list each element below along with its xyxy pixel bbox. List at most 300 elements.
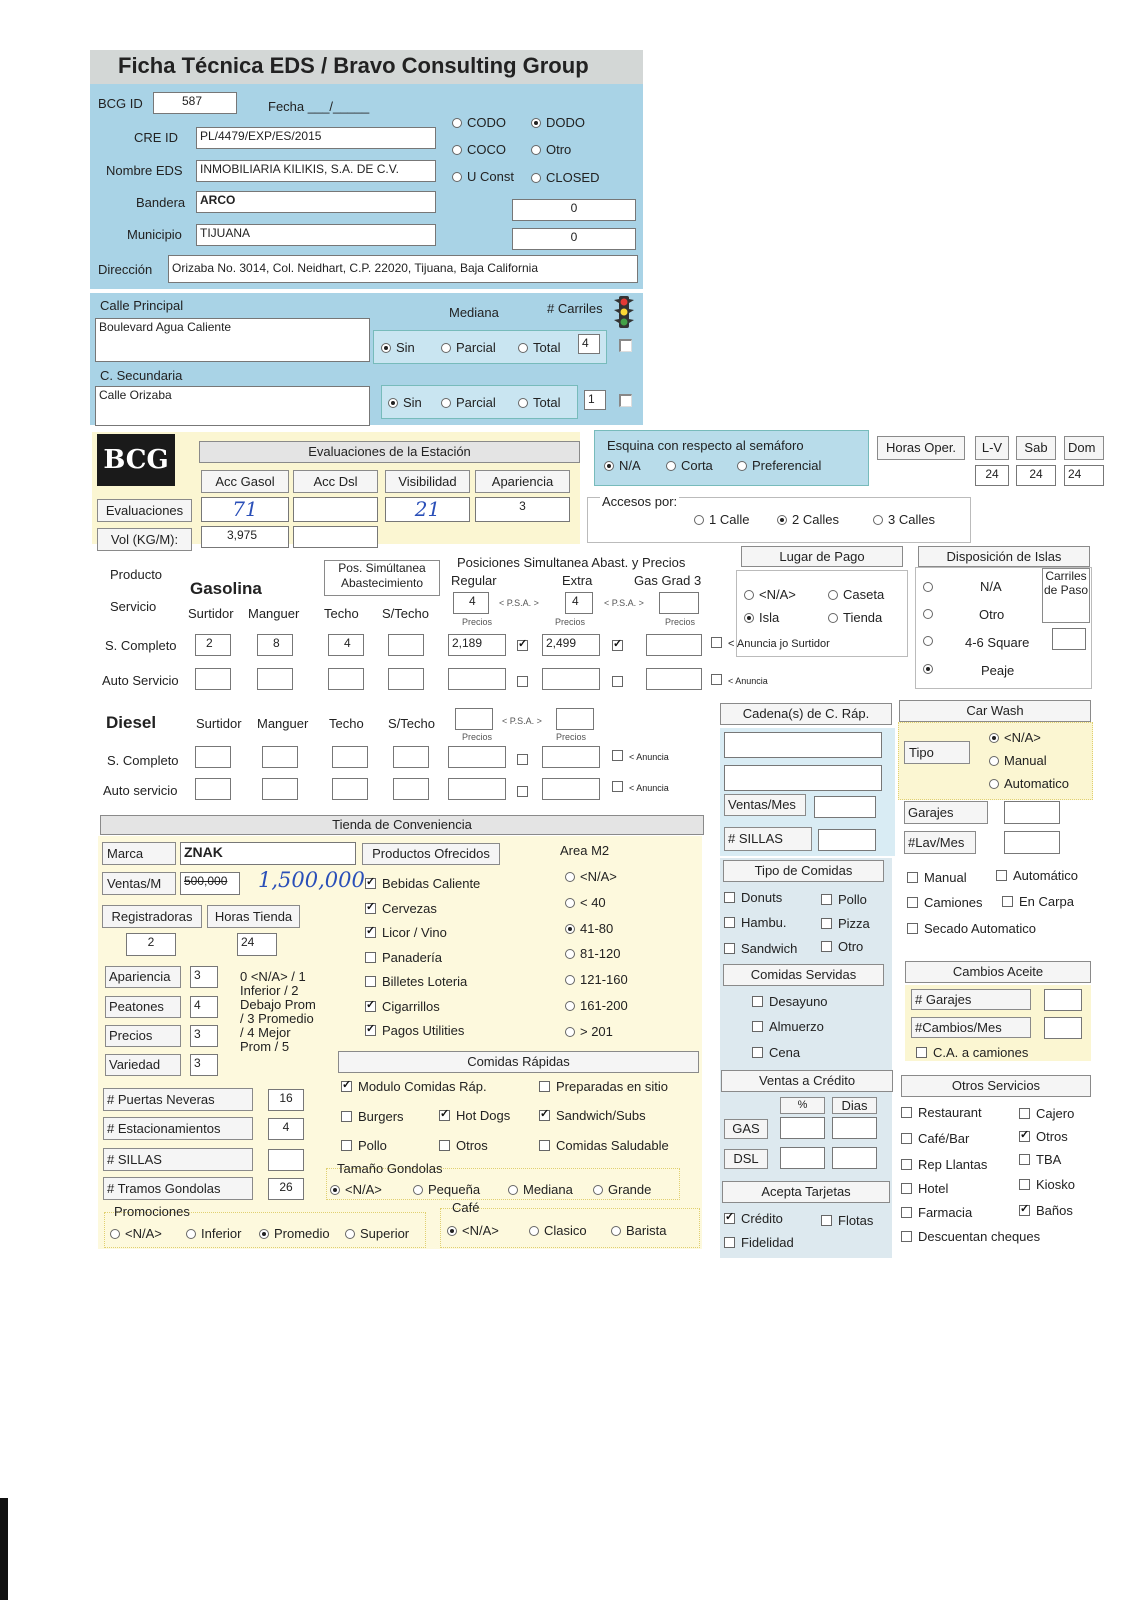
dsl-pct-field[interactable] — [780, 1147, 825, 1169]
diesel-col-manguer: Manguer — [257, 716, 309, 731]
carriles-label: # Carriles — [547, 301, 603, 316]
radio-dot — [186, 1229, 196, 1239]
opt-label: <N/A> — [345, 1182, 382, 1197]
vol-row-label: Vol (KG/M): — [97, 528, 192, 551]
as-surtidor-field[interactable] — [195, 668, 231, 690]
day-sab: Sab — [1016, 436, 1056, 460]
opt-label: Preferencial — [752, 458, 822, 473]
gas-dias-field[interactable] — [832, 1117, 877, 1139]
opt-label: N/A — [619, 458, 641, 473]
tipo-label: CODO — [467, 115, 506, 130]
cadena-field-1[interactable] — [724, 732, 882, 758]
tipo-radio-uconst[interactable] — [452, 169, 514, 184]
check-label: Hambu. — [741, 915, 787, 930]
esquina-label: Esquina con respecto al semáforo — [607, 438, 804, 453]
sc-manguer-field[interactable]: 8 — [257, 634, 293, 656]
check-label: Hot Dogs — [456, 1108, 511, 1123]
check-box — [907, 897, 918, 908]
comida-otros[interactable] — [439, 1138, 488, 1153]
check-box — [724, 917, 735, 928]
d-as-manguer[interactable] — [262, 778, 298, 800]
cafe-barista[interactable] — [611, 1223, 666, 1238]
islas-radio-na[interactable] — [923, 579, 938, 594]
check-box — [439, 1110, 450, 1121]
principal-checkbox[interactable] — [619, 339, 632, 352]
check-box — [341, 1140, 352, 1151]
mediana-principal-parcial[interactable] — [441, 340, 496, 355]
carriles-paso-label — [1042, 568, 1090, 623]
tipo-radio-codo[interactable] — [452, 115, 506, 130]
check-label: Descuentan cheques — [918, 1229, 1041, 1244]
ventas-credito-title: Ventas a Crédito — [721, 1070, 893, 1092]
tarjeta-credito[interactable] — [724, 1211, 783, 1226]
check-label: Otro — [838, 939, 864, 954]
servida-desayuno[interactable] — [752, 994, 828, 1009]
garajes-field[interactable] — [1004, 801, 1060, 824]
d-as-precio-2[interactable] — [542, 778, 600, 800]
check-label: Automático — [1013, 868, 1079, 883]
tramos-gondolas-field[interactable]: 26 — [268, 1178, 304, 1200]
otro-hotel[interactable] — [901, 1181, 948, 1196]
radio-dot — [923, 582, 933, 592]
sc-surtidor-field[interactable]: 2 — [195, 634, 231, 656]
cafe-clasico[interactable] — [529, 1223, 587, 1238]
d-sc-manguer[interactable] — [262, 746, 298, 768]
check-box — [517, 786, 528, 797]
rating-precios-value[interactable]: 3 — [190, 1025, 218, 1047]
comida-pollo[interactable] — [341, 1138, 387, 1153]
pago-radio-tienda[interactable] — [828, 610, 882, 625]
gondola-mediana[interactable] — [508, 1182, 573, 1197]
tipo-label: DODO — [546, 115, 585, 130]
cadena-sillas-field[interactable] — [818, 829, 876, 851]
check-box — [901, 1159, 912, 1170]
radio-dot — [565, 924, 575, 934]
area-title: Area M2 — [560, 843, 610, 858]
pago-radio-isla[interactable] — [744, 610, 779, 625]
servida-almuerzo[interactable] — [752, 1019, 824, 1034]
as-extra-check[interactable] — [612, 674, 629, 689]
mediana-principal-sin[interactable] — [381, 340, 415, 355]
check-box — [752, 1047, 763, 1058]
hours-lv[interactable]: 24 — [975, 465, 1009, 486]
check-label: En Carpa — [1019, 894, 1074, 909]
col-apariencia: Apariencia — [475, 470, 570, 493]
carwash-radio-manual[interactable] — [989, 753, 1047, 768]
radio-dot — [259, 1229, 269, 1239]
field-a[interactable]: 0 — [512, 199, 636, 221]
tc-donuts[interactable] — [724, 890, 782, 905]
check-box — [752, 1021, 763, 1032]
opt-label: Sin — [403, 395, 422, 410]
carwash-radio-na[interactable] — [989, 730, 1041, 745]
bcg-logo — [97, 434, 175, 486]
d-as-surtidor[interactable] — [195, 778, 231, 800]
puertas-neveras-field[interactable]: 16 — [268, 1089, 304, 1111]
otro-cajero[interactable] — [1019, 1106, 1074, 1121]
calle-secundaria-field[interactable]: Calle Orizaba — [95, 386, 370, 426]
calle-principal-field[interactable]: Boulevard Agua Caliente — [95, 318, 370, 362]
sc-techo-field[interactable]: 4 — [328, 634, 364, 656]
tipo-radio-dodo[interactable] — [531, 115, 585, 130]
ventas-m-label: Ventas/M — [102, 872, 176, 895]
check-box — [1019, 1154, 1030, 1165]
comida-sandwich[interactable] — [539, 1108, 646, 1123]
tipo-comidas-title: Tipo de Comidas — [723, 860, 884, 882]
otro-kiosko[interactable] — [1019, 1177, 1075, 1192]
acc-dsl-value[interactable] — [293, 497, 378, 522]
servida-cena[interactable] — [752, 1045, 800, 1060]
lav-mes-field[interactable] — [1004, 831, 1060, 854]
otro-cafe-bar[interactable] — [901, 1131, 969, 1146]
check-box — [821, 918, 832, 929]
producto-billetes[interactable] — [365, 970, 480, 995]
comida-burgers[interactable] — [341, 1109, 404, 1124]
area-81-120[interactable] — [565, 941, 628, 967]
check-box — [539, 1110, 550, 1121]
as-precio-regular[interactable] — [448, 668, 506, 690]
area-161-200[interactable] — [565, 993, 628, 1019]
esquina-radio-na[interactable] — [604, 458, 641, 473]
opt-label: <N/A> — [1004, 730, 1041, 745]
comida-hotdogs[interactable] — [439, 1108, 510, 1123]
esquina-radio-preferencial[interactable] — [737, 458, 821, 473]
comida-preparadas[interactable] — [539, 1079, 668, 1094]
d-as-check-1[interactable] — [517, 784, 534, 799]
radio-dot — [873, 515, 883, 525]
comidas-rapidas-title: Comidas Rápidas — [338, 1051, 699, 1073]
d-sc-anuncia[interactable] — [612, 750, 669, 762]
check-label: Pollo — [838, 892, 867, 907]
secundaria-checkbox[interactable] — [619, 394, 632, 407]
islas-radio-peaje[interactable] — [923, 661, 938, 676]
scan-edge — [0, 1498, 8, 1600]
check-box — [821, 1215, 832, 1226]
opt-label: > 201 — [580, 1023, 613, 1039]
extra-pos-field[interactable]: 4 — [565, 592, 593, 614]
otro-farmacia[interactable] — [901, 1205, 972, 1220]
municipio-field[interactable]: TIJUANA — [196, 224, 436, 246]
cadenas-title: Cadena(s) de C. Ráp. — [720, 703, 892, 725]
mediana-principal-total[interactable] — [518, 340, 560, 355]
opt-label: Parcial — [456, 395, 496, 410]
mediana-secundaria-sin[interactable] — [388, 395, 422, 410]
regular-anuncia-check[interactable] — [517, 638, 534, 653]
gondola-pequena[interactable] — [413, 1182, 480, 1197]
col-surtidor: Surtidor — [188, 606, 234, 621]
horas-tienda-field[interactable]: 24 — [237, 933, 277, 956]
gas-pct-field[interactable] — [780, 1117, 825, 1139]
auto-servicio-label: Auto Servicio — [102, 673, 179, 688]
check-box — [752, 996, 763, 1007]
carriles-text: Carriles de Paso — [1043, 569, 1089, 597]
cadena-field-2[interactable] — [724, 765, 882, 791]
sc-stecho-field[interactable] — [388, 634, 424, 656]
secundaria-carriles-field[interactable]: 1 — [584, 390, 606, 410]
cre-id-field[interactable]: PL/4479/EXP/ES/2015 — [196, 127, 436, 149]
area-40[interactable] — [565, 890, 628, 916]
ventas-m-field[interactable]: 500,000 — [180, 872, 240, 895]
tipo-radio-otro[interactable] — [531, 142, 571, 157]
area-121-160[interactable] — [565, 967, 628, 993]
radio-dot — [452, 118, 462, 128]
radio-dot — [381, 343, 391, 353]
otro-rep-llantas[interactable] — [901, 1157, 987, 1172]
tc-pizza[interactable] — [821, 916, 870, 931]
bandera-field[interactable]: ARCO — [196, 191, 436, 213]
check-label: TBA — [1036, 1152, 1062, 1167]
carriles-paso-field[interactable] — [1052, 628, 1086, 650]
visibilidad-value[interactable]: 21 — [385, 497, 470, 522]
evaluaciones-row-label: Evaluaciones — [97, 499, 192, 522]
area-na[interactable] — [565, 864, 628, 890]
check-box — [1019, 1179, 1030, 1190]
check-label: Almuerzo — [769, 1019, 824, 1034]
opt-label: Sin — [396, 340, 415, 355]
otro-banos[interactable] — [1019, 1203, 1073, 1218]
as-precio-gas3[interactable] — [646, 668, 702, 690]
radio-dot — [565, 949, 575, 959]
rating-apariencia-value[interactable]: 3 — [190, 966, 218, 988]
otros-servicios-title: Otros Servicios — [901, 1075, 1091, 1097]
d-sc-check-1[interactable] — [517, 752, 534, 767]
area-201[interactable] — [565, 1019, 628, 1045]
mediana-label: Mediana — [449, 305, 499, 320]
otro-otros[interactable] — [1019, 1129, 1068, 1144]
check-label: Café/Bar — [918, 1131, 970, 1146]
acc-gasol-value[interactable]: 71 — [201, 497, 289, 522]
mediana-secundaria-parcial[interactable] — [441, 395, 496, 410]
producto-panaderia[interactable] — [365, 946, 480, 971]
check-box — [365, 976, 376, 987]
col-s-techo: S/Techo — [382, 606, 429, 621]
s-completo-label: S. Completo — [105, 638, 177, 653]
carwash-check-secado[interactable] — [907, 921, 1036, 936]
aceite-cambios-field[interactable] — [1044, 1017, 1082, 1039]
anuncio-text: < Anuncia jo Surtidor — [728, 638, 830, 650]
gas3-pos-field[interactable] — [659, 592, 699, 614]
check-label: Otros — [1036, 1129, 1068, 1144]
esquina-radio-corta[interactable] — [666, 458, 713, 473]
promo-superior[interactable] — [345, 1226, 409, 1241]
tc-hambu[interactable] — [724, 915, 787, 930]
opt-label: <N/A> — [759, 587, 796, 602]
opt-label: 161-200 — [580, 997, 628, 1013]
hours-dom[interactable]: 24 — [1064, 465, 1104, 486]
check-box — [901, 1133, 912, 1144]
anuncia-text: < Anuncia — [728, 676, 768, 686]
rating-variedad-value[interactable]: 3 — [190, 1054, 218, 1076]
check-box — [724, 892, 735, 903]
marca-field[interactable]: ZNAK — [180, 842, 356, 865]
diesel-pos-field[interactable] — [455, 708, 493, 730]
apariencia-value[interactable]: 3 — [475, 497, 570, 522]
ventas-mes-field[interactable] — [814, 796, 876, 818]
regular-pos-field[interactable]: 4 — [453, 592, 489, 614]
rating-peatones-label: Peatones — [105, 996, 181, 1018]
radio-dot — [518, 343, 528, 353]
radio-dot — [666, 461, 676, 471]
radio-dot — [923, 609, 933, 619]
direccion-field[interactable]: Orizaba No. 3014, Col. Neidhart, C.P. 22020, Tijuana, Baja California — [168, 255, 638, 283]
anuncia-text: < Anuncia — [629, 752, 669, 762]
promo-promedio[interactable] — [259, 1226, 330, 1241]
principal-carriles-field[interactable]: 4 — [578, 334, 600, 354]
nombre-eds-field[interactable]: INMOBILIARIA KILIKIS, S.A. DE C.V. — [196, 160, 436, 182]
check-box — [365, 927, 376, 938]
check-label: Fidelidad — [741, 1235, 794, 1250]
radio-dot — [508, 1185, 518, 1195]
tipo-radio-coco[interactable] — [452, 142, 506, 157]
otro-descuentan[interactable] — [901, 1229, 1040, 1244]
diesel-precios-2: Precios — [556, 732, 587, 742]
pos-sim-label — [324, 560, 440, 596]
pago-radio-na[interactable] — [744, 587, 796, 602]
carwash-check-camiones[interactable] — [907, 895, 983, 910]
pago-radio-caseta[interactable] — [828, 587, 884, 602]
check-label: Preparadas en sitio — [556, 1079, 669, 1094]
field-b[interactable]: 0 — [512, 228, 636, 250]
radio-dot — [565, 975, 575, 985]
d-as-techo[interactable] — [332, 778, 368, 800]
vol-value[interactable]: 3,975 — [201, 526, 289, 548]
as-stecho-field[interactable] — [388, 668, 424, 690]
check-box — [907, 872, 918, 883]
producto-cervezas[interactable] — [365, 897, 480, 922]
radio-dot — [330, 1185, 340, 1195]
radio-dot — [565, 1001, 575, 1011]
regular-label: Regular — [451, 573, 497, 588]
promo-inferior[interactable] — [186, 1226, 241, 1241]
d-sc-techo[interactable] — [332, 746, 368, 768]
check-box — [724, 1213, 735, 1224]
gondola-grande[interactable] — [593, 1182, 651, 1197]
producto-licor[interactable] — [365, 921, 480, 946]
aceite-camiones-check[interactable] — [916, 1045, 1028, 1060]
precio-regular-field[interactable]: 2,189 — [448, 634, 506, 656]
cafe-na[interactable] — [447, 1223, 499, 1238]
precio-gas3-field[interactable] — [646, 634, 702, 656]
precios-label-2: Precios — [555, 617, 586, 627]
as-precio-extra[interactable] — [542, 668, 600, 690]
check-box — [901, 1107, 912, 1118]
carwash-check-carpa[interactable] — [1002, 894, 1074, 909]
check-label: Kiosko — [1036, 1177, 1076, 1192]
as-techo-field[interactable] — [328, 668, 364, 690]
producto-bebidas[interactable] — [365, 872, 480, 897]
gondola-na[interactable] — [330, 1182, 382, 1197]
productos-list — [365, 872, 480, 1044]
tipo-label: CLOSED — [546, 170, 600, 185]
d-as-stecho[interactable] — [393, 778, 429, 800]
radio-dot — [604, 461, 614, 471]
promo-na[interactable] — [110, 1226, 162, 1241]
d-sc-precio-1[interactable] — [448, 746, 506, 768]
registradoras-field[interactable]: 2 — [126, 933, 176, 956]
mediana-secundaria-total[interactable] — [518, 395, 560, 410]
check-label: Baños — [1036, 1203, 1073, 1218]
as-manguer-field[interactable] — [257, 668, 293, 690]
comida-modulo[interactable] — [341, 1079, 487, 1094]
d-as-anuncia[interactable] — [612, 781, 669, 793]
tipo-radio-closed[interactable] — [531, 170, 599, 185]
hours-sab[interactable]: 24 — [1016, 465, 1056, 486]
check-box — [612, 750, 623, 761]
rating-scale — [240, 970, 316, 1054]
accesos-radio-3[interactable] — [873, 512, 935, 527]
bcg-id-field[interactable]: 587 — [153, 92, 237, 114]
check-box — [724, 943, 735, 954]
d-sc-precio-2[interactable] — [542, 746, 600, 768]
carwash-radio-auto[interactable] — [989, 776, 1069, 791]
diesel-col-stecho: S/Techo — [388, 716, 435, 731]
tarjeta-flotas[interactable] — [821, 1213, 873, 1228]
as-regular-check[interactable] — [517, 674, 534, 689]
check-label: Sandwich — [741, 941, 798, 956]
d-sc-surtidor[interactable] — [195, 746, 231, 768]
col-acc-dsl: Acc Dsl — [293, 470, 378, 493]
radio-dot — [565, 898, 575, 908]
d-as-precio-1[interactable] — [448, 778, 506, 800]
comida-saludable[interactable] — [539, 1138, 669, 1153]
radio-dot — [452, 172, 462, 182]
radio-dot — [565, 872, 575, 882]
check-box — [901, 1231, 912, 1242]
check-label: Cervezas — [382, 900, 437, 916]
islas-radio-square[interactable] — [923, 633, 938, 648]
check-box — [365, 1001, 376, 1012]
check-box — [517, 754, 528, 765]
otro-restaurant[interactable] — [901, 1105, 982, 1120]
otro-tba[interactable] — [1019, 1152, 1061, 1167]
aceite-garajes-label: # Garajes — [911, 989, 1031, 1010]
tipo-label: Tipo — [904, 741, 970, 764]
estacionamientos-field[interactable]: 4 — [268, 1118, 304, 1140]
producto-pagos[interactable] — [365, 1019, 480, 1044]
tc-pollo[interactable] — [821, 892, 867, 907]
opt-label: Caseta — [843, 587, 885, 602]
diesel-pos-field-2[interactable] — [556, 708, 594, 730]
cre-id-label: CRE ID — [134, 130, 179, 145]
opt-label: Manual — [1004, 753, 1047, 768]
tarjeta-fidelidad[interactable] — [724, 1235, 794, 1250]
carwash-check-manual[interactable] — [907, 870, 967, 885]
check-box — [517, 640, 528, 651]
islas-radio-otro[interactable] — [923, 606, 938, 621]
vol-extra[interactable] — [293, 526, 378, 548]
rating-peatones-value[interactable]: 4 — [190, 996, 218, 1018]
puertas-neveras-label: # Puertas Neveras — [103, 1088, 253, 1111]
as-anuncia-check[interactable] — [711, 674, 768, 686]
carwash-check-automatico[interactable] — [996, 868, 1078, 883]
area-list — [565, 864, 628, 1045]
accesos-radio-2[interactable] — [777, 512, 839, 527]
tc-sandwich[interactable] — [724, 941, 797, 956]
islas-title: Disposición de Islas — [918, 546, 1090, 567]
sillas-field[interactable] — [268, 1149, 304, 1171]
psa-label-2: < P.S.A. > — [604, 598, 644, 608]
accesos-radio-1[interactable] — [694, 512, 749, 527]
d-sc-stecho[interactable] — [393, 746, 429, 768]
aceite-garajes-field[interactable] — [1044, 989, 1082, 1011]
dsl-dias-field[interactable] — [832, 1147, 877, 1169]
area-41-80[interactable] — [565, 916, 628, 942]
tc-otro[interactable] — [821, 939, 863, 954]
precio-extra-field[interactable]: 2,499 — [542, 634, 600, 656]
extra-anuncia-check[interactable] — [612, 638, 629, 653]
opt-label: Mediana — [523, 1182, 573, 1197]
producto-cigarrillos[interactable] — [365, 995, 480, 1020]
